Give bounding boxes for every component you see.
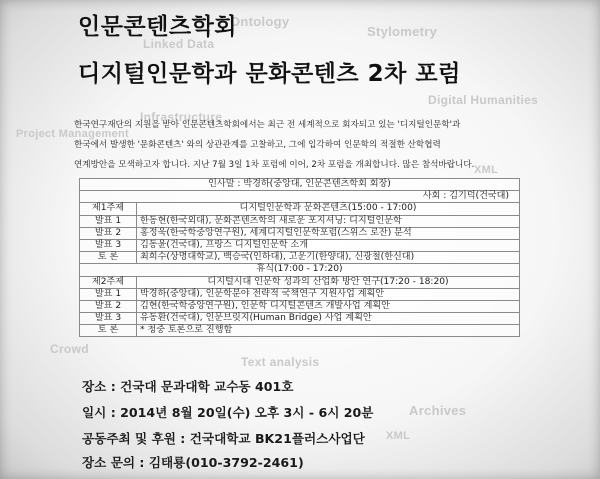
row-label: 토 론 [80, 252, 137, 264]
greeting-cell: 인사말 : 박경하(중앙대, 인문콘텐츠학회 회장) [80, 179, 520, 191]
table-row [80, 203, 520, 215]
row-content: 최희수(상명대학교), 백승국(인하대), 고운기(한양대), 신광철(한신대) [137, 252, 520, 264]
intro-line: 한국연구재단의 지원을 받아 인문콘텐츠학회에서는 최근 전 세계적으로 회자되고 있는 '디지털인문학'과 [74, 120, 461, 130]
row-label: 발표 1 [80, 215, 137, 227]
bg-word: Stylometry [367, 24, 438, 39]
poster-title-forum: 디지털인문학과 문화콘텐츠 2차 포럼 [78, 61, 461, 87]
program-table [79, 178, 520, 337]
row-content: 홍정욱(한국학중앙연구원), 세계디지털인문학포럼(스위스 로잔) 분석 [137, 227, 520, 239]
row-label: 발표 1 [80, 288, 137, 300]
row-label: 발표 2 [80, 227, 137, 239]
bg-word: Crowd [50, 342, 89, 356]
table-row [80, 179, 520, 191]
moderator-cell: 사회 : 김기덕(건국대) [80, 191, 520, 203]
table-row [80, 325, 520, 337]
row-label: 발표 2 [80, 300, 137, 312]
row-label: 토 론 [80, 325, 137, 337]
bg-word: Project Management [16, 128, 129, 140]
row-content: 김현(한국학중앙연구원), 인문학 디지털콘텐츠 개발사업 계획안 [137, 300, 520, 312]
row-content: 유동환(건국대), 인문브릿지(Human Bridge) 사업 계획안 [137, 313, 520, 325]
session-title: 디지털인문학과 문화콘텐츠(15:00 - 17:00) [137, 203, 520, 215]
venue-info: 장소 : 건국대 문과대학 교수동 401호 [82, 379, 294, 394]
row-label: 발표 3 [80, 239, 137, 251]
bg-word: Linked Data [143, 37, 215, 51]
datetime-info: 일시 : 2014년 8월 20일(수) 오후 3시 - 6시 20분 [82, 405, 374, 420]
bg-word: Text analysis [241, 355, 320, 369]
table-row [80, 252, 520, 264]
table-row [80, 239, 520, 251]
row-content: 박경하(중앙대), 인문학분야 전략적 국책연구 지원사업 계획안 [137, 288, 520, 300]
table-row [80, 227, 520, 239]
table-row [80, 313, 520, 325]
bg-word: XML [474, 164, 499, 176]
intro-line: 한국에서 발생한 '문화콘텐츠' 와의 상관관계를 고찰하고, 그에 입각하여 인문학의 적절한 산학협력 [74, 140, 441, 150]
break-cell: 휴식(17:00 - 17:20) [80, 264, 520, 276]
table-row [80, 300, 520, 312]
row-content: 김동윤(건국대), 프랑스 디지털인문학 소개 [137, 239, 520, 251]
session-label: 제1주제 [80, 203, 137, 215]
intro-paragraph [74, 115, 589, 175]
session-title: 디지털시대 인문학 성과의 산업화 방안 연구(17:20 - 18:20) [137, 276, 520, 288]
table-row [80, 191, 520, 203]
table-row [80, 276, 520, 288]
table-row [80, 264, 520, 276]
bg-word: Infrastructure [140, 110, 223, 124]
intro-line: 연계방안을 모색하고자 합니다. 지난 7월 3일 1차 포럼에 이어, 2차 포럼을 개최합니다. 많은 참석바랍니다. [74, 160, 475, 170]
poster-title-org: 인문콘텐츠학회 [78, 14, 238, 40]
bg-word: Archives [409, 403, 467, 418]
contact-info: 장소 문의 : 김태룡(010-3792-2461) [82, 455, 304, 470]
row-label: 발표 3 [80, 313, 137, 325]
row-content: 한동현(한국외대), 문화콘텐츠학의 새로운 포지셔닝: 디지털인문학 [137, 215, 520, 227]
host-info: 공동주최 및 후원 : 건국대학교 BK21플러스사업단 [82, 431, 365, 446]
bg-word: XML [386, 430, 411, 442]
bg-word: Ontology [230, 14, 290, 29]
row-content: * 청중 토론으로 진행함 [137, 325, 520, 337]
table-row [80, 215, 520, 227]
table-row [80, 288, 520, 300]
bg-word: Digital Humanities [428, 93, 539, 107]
session-label: 제2주제 [80, 276, 137, 288]
